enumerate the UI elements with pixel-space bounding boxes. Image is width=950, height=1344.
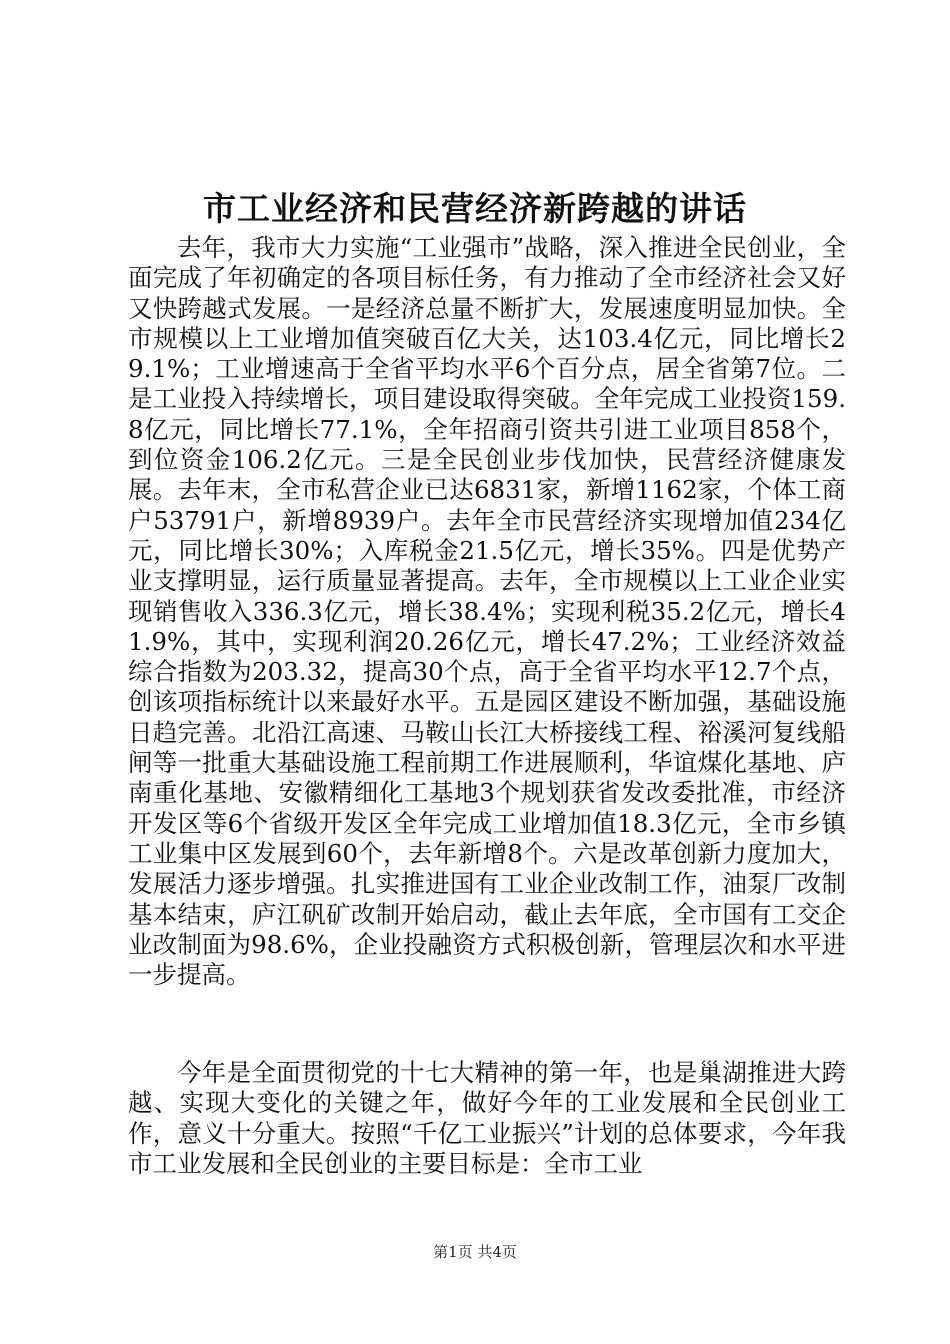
document-title: 市工业经济和民营经济新跨越的讲话	[203, 189, 747, 228]
page-number-indicator: 第1页 共4页	[433, 1243, 517, 1261]
page-footer	[0, 1242, 950, 1262]
body-paragraph-2: 今年是全面贯彻党的十七大精神的第一年，也是巢湖推进大跨越、实现大变化的关键之年，做好今年的工业发展和全民创业工作，意义十分重大。按照“千亿工业振兴”计划的总体要求，今年我市工业发展和全民创业的主要目标是：全市工业	[128, 1058, 846, 1178]
body-paragraph-1: 去年，我市大力实施“工业强市”战略，深入推进全民创业，全面完成了年初确定的各项目标任务，有力推动了全市经济社会又好又快跨越式发展。一是经济总量不断扩大，发展速度明显加快。全市规模以上工业增加值突破百亿大关，达103.4亿元，同比增长29.1%；工业增速高于全省平均水平6个百分点，居全省第7位。二是工业投入持续增长，项目建设取得突破。全年完成工业投资159.8亿元，同比增长77.1%，全年招商引资共引进工业项目858个，到位资金106.2亿元。三是全民创业步伐加快，民营经济健康发展。去年末，全市私营企业已达6831家，新增1162家，个体工商户53791户，新增8939户。去年全市民营经济实现增加值234亿元，同比增长30%；入库税金21.5亿元，增长35%。四是优势产业支撑明显，运行质量显著提高。去年，全市规模以上工业企业实现销售收入336.3亿元，增长38.4%；实现利税35.2亿元，增长41.9%，其中，实现利润20.26亿元，增长47.2%；工业经济效益综合指数为203.32，提高30个点，高于全省平均水平12.7个点，创该项指标统计以来最好水平。五是园区建设不断加强，基础设施日趋完善。北沿江高速、马鞍山长江大桥接线工程、裕溪河复线船闸等一批重大基础设施工程前期工作进展顺利，华谊煤化基地、庐南重化基地、安徽精细化工基地3个规划获省发改委批准，市经济开发区等6个省级开发区全年完成工业增加值18.3亿元，全市乡镇工业集中区发展到60个，去年新增8个。六是改革创新力度加大，发展活力逐步增强。扎实推进国有工业企业改制工作，油泵厂改制基本结束，庐江矾矿改制开始启动，截止去年底，全市国有工交企业改制面为98.6%，企业投融资方式积极创新，管理层次和水平进一步提高。	[128, 233, 846, 990]
